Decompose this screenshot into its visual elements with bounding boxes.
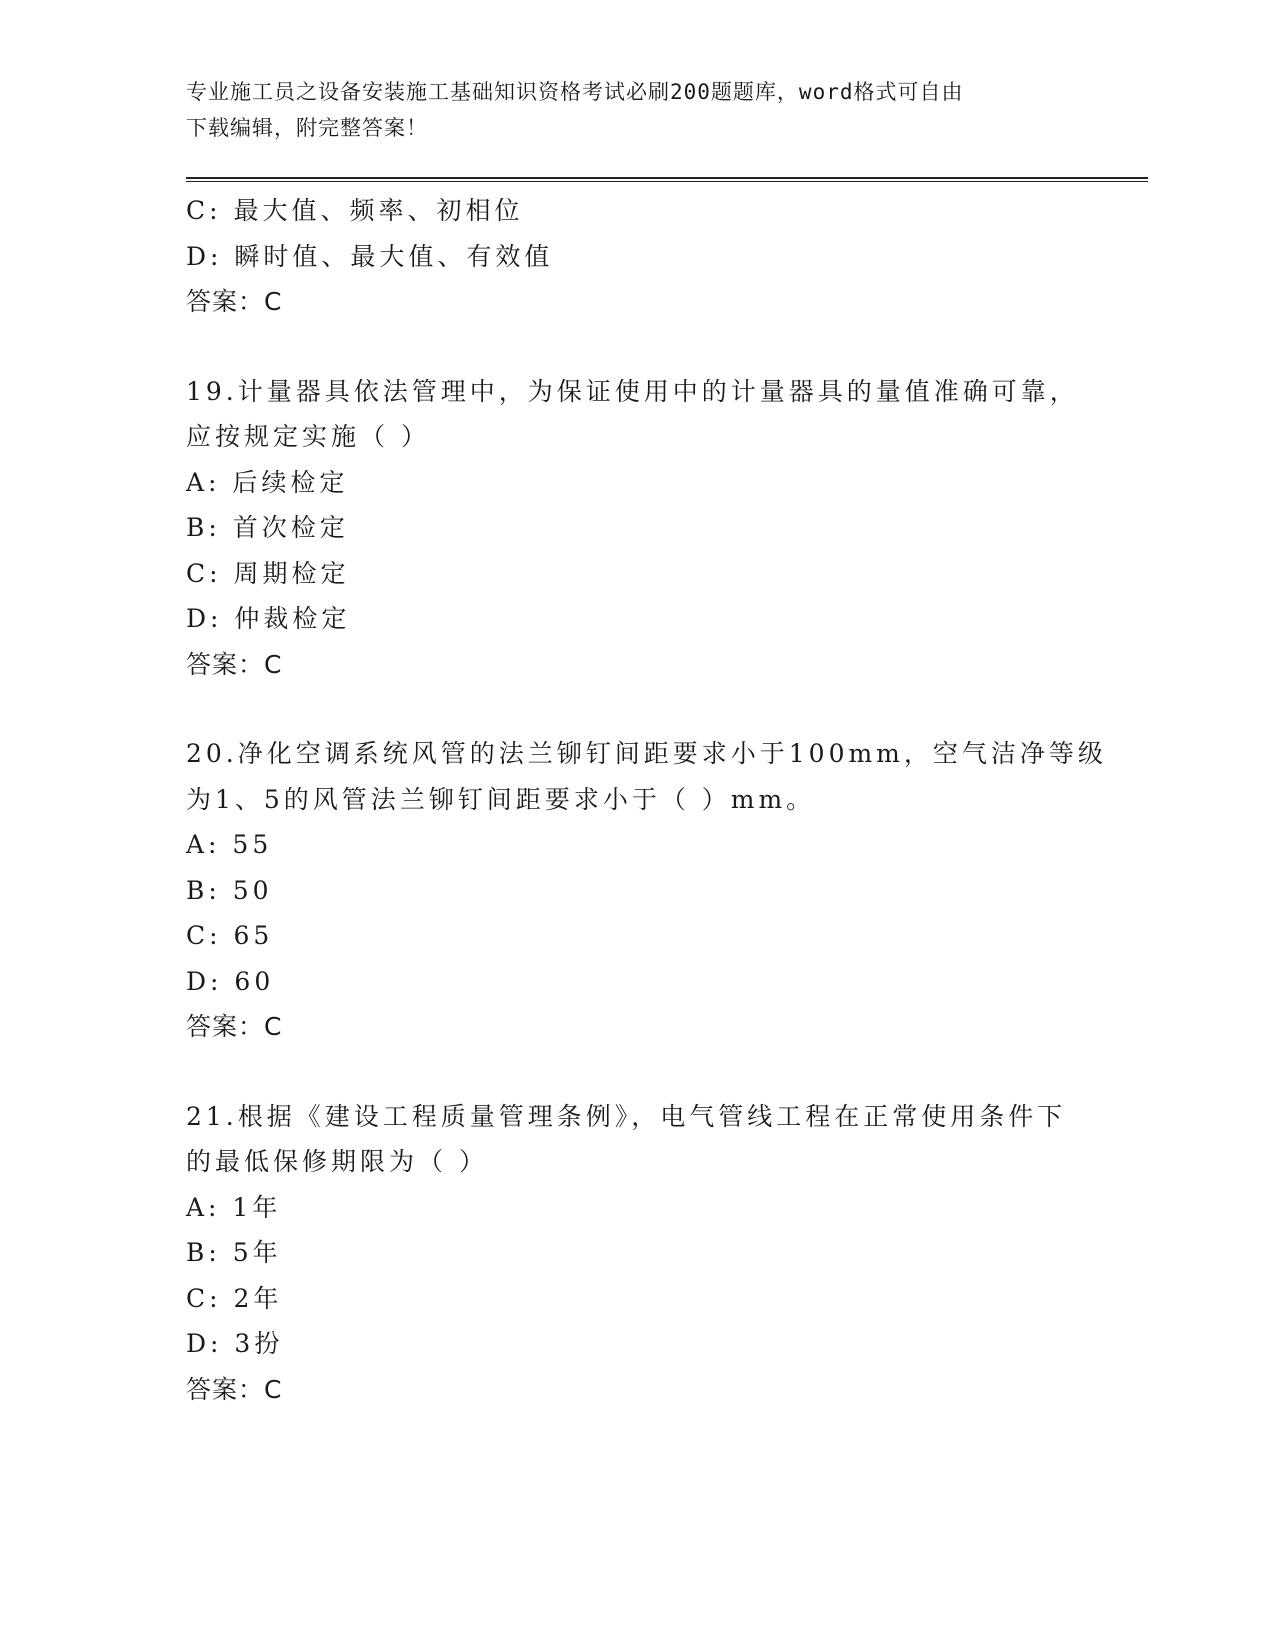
question-stem-line-2: 为1、5的风管法兰铆钉间距要求小于（ ）mm。 (186, 784, 816, 814)
question-stem-line-1: 19.计量器具依法管理中，为保证使用中的计量器具的量值准确可靠， (186, 376, 1079, 406)
question-spacer (186, 1050, 1086, 1094)
question-20 (186, 731, 1107, 1050)
option-d: D: 60 (186, 966, 275, 996)
answer-line: 答案：C (186, 649, 283, 679)
question-spacer (186, 325, 1086, 369)
header-divider-thick (186, 177, 1148, 179)
option-a: A: 后续检定 (186, 467, 349, 497)
option-b: B: 5年 (186, 1238, 282, 1267)
answer-line: 答案：C (186, 287, 283, 316)
answer-line: 答案：C (186, 1012, 283, 1041)
question-spacer (186, 687, 1086, 731)
document-header (186, 74, 1066, 146)
question-stem-line-2: 应按规定实施（ ） (186, 422, 430, 451)
option-d: D: 3扮 (186, 1329, 284, 1358)
header-title-line-2: 下载编辑，附完整答案！ (186, 116, 428, 140)
header-divider-thin (186, 181, 1148, 182)
option-c: C: 最大值、频率、初相位 (186, 196, 524, 225)
header-title-line-1: 专业施工员之设备安装施工基础知识资格考试必刷200题题库，word格式可自由 (186, 80, 964, 104)
option-d: D: 仲裁检定 (186, 604, 351, 633)
option-b: B: 首次检定 (186, 513, 349, 542)
question-stem-line-1: 20.净化空调系统风管的法兰铆钉间距要求小于100mm，空气洁净等级 (186, 739, 1107, 768)
option-b: B: 50 (186, 875, 273, 905)
question-stem-line-2: 的最低保修期限为（ ） (186, 1147, 488, 1176)
question-21 (186, 1094, 1086, 1413)
question-19 (186, 369, 1086, 688)
option-c: C: 65 (186, 921, 274, 950)
question-content (186, 188, 1107, 1412)
question-stem-line-1: 21.根据《建设工程质量管理条例》，电气管线工程在正常使用条件下 (186, 1101, 1067, 1131)
option-c: C: 2年 (186, 1283, 283, 1313)
option-c: C: 周期检定 (186, 558, 350, 588)
previous-question-tail (186, 188, 1086, 325)
answer-line: 答案：C (186, 1374, 283, 1404)
option-d: D: 瞬时值、最大值、有效值 (186, 241, 554, 271)
option-a: A: 55 (186, 830, 273, 859)
option-a: A: 1年 (186, 1192, 282, 1222)
